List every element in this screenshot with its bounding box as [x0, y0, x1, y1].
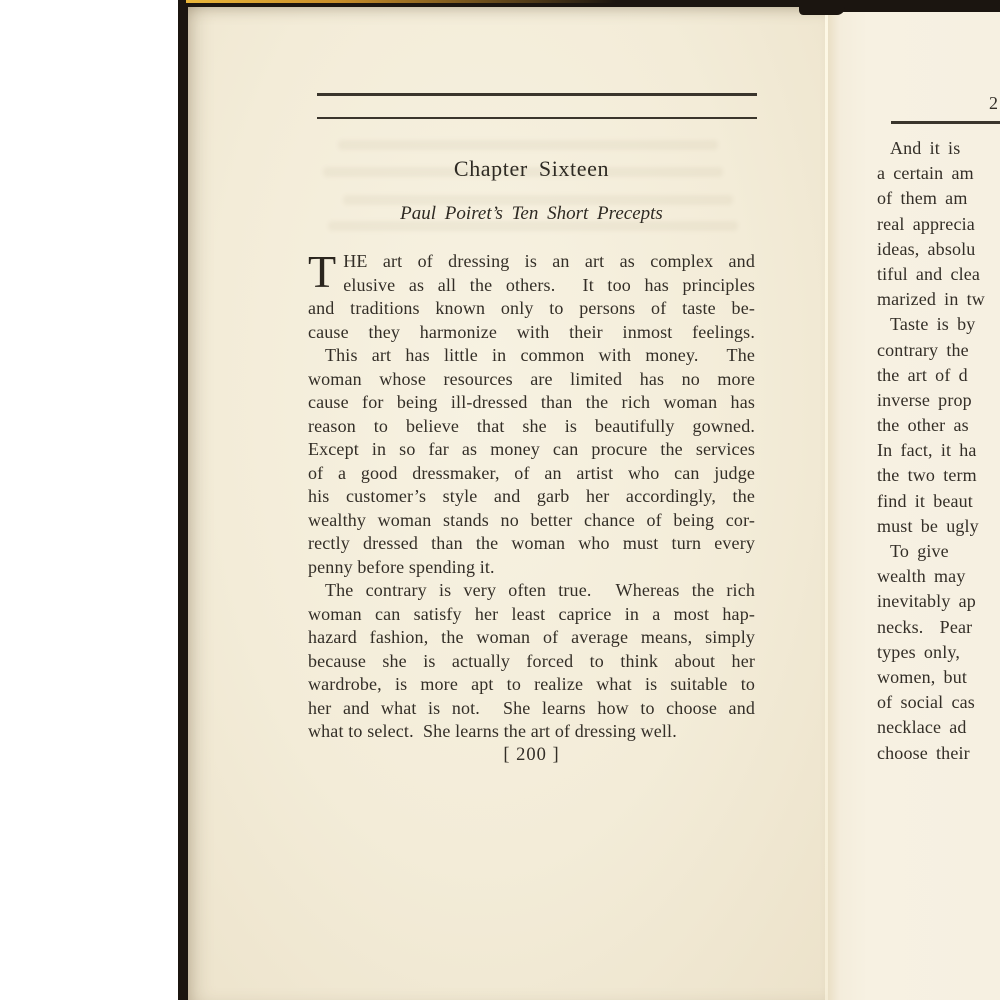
text-line: HE art of dressing is an art as complex and — [343, 251, 755, 271]
paragraph-1 — [308, 246, 755, 344]
text-line: cause for being ill-dressed than the rich woman has — [308, 392, 755, 412]
header-rule-top — [317, 93, 757, 96]
text-line: wealth may — [877, 566, 966, 587]
text-line: marized in tw — [877, 289, 985, 310]
text-line: cause they harmonize with their inmost feelings. — [308, 321, 755, 342]
dropcap-letter: T — [308, 246, 337, 297]
text-line: the art of d — [877, 364, 968, 385]
text-line: because she is actually forced to think about her — [308, 650, 755, 671]
text-line: In fact, it ha — [877, 440, 977, 461]
right-header-rule — [891, 121, 1000, 124]
chapter-subtitle: Paul Poiret’s Ten Short Precepts — [400, 203, 663, 224]
top-edge-accent — [186, 0, 616, 3]
text-line: her and what is not. She learns how to choose and — [308, 697, 755, 718]
gutter-crease — [825, 12, 828, 1000]
right-page — [828, 12, 1000, 1000]
text-line: a certain am — [877, 163, 974, 184]
text-line: the other as — [877, 415, 969, 436]
text-line: wardrobe, is more apt to realize what is suitable to — [308, 674, 755, 694]
text-line: The contrary is very often true. Whereas the rich — [325, 580, 755, 600]
text-line: penny before spending it. — [308, 556, 495, 577]
text-line: hazard fashion, the woman of average means, simply — [308, 627, 755, 647]
text-line: of a good dressmaker, of an artist who can judge — [308, 462, 755, 483]
text-line: reason to believe that she is beautifully gowned. — [308, 415, 755, 436]
text-line: wealthy woman stands no better chance of being cor- — [308, 509, 755, 530]
text-line: find it beaut — [877, 490, 973, 511]
header-rule-bottom — [317, 117, 757, 119]
text-line: contrary the — [877, 339, 969, 360]
text-line: necks. Pear — [877, 616, 973, 637]
text-line: must be ugly — [877, 515, 979, 536]
text-line: inverse prop — [877, 389, 972, 410]
text-line: of social cas — [877, 692, 975, 713]
page-number: [ 200 ] — [503, 745, 560, 765]
text-line: inevitably ap — [877, 591, 976, 612]
bleed-through-ghost — [338, 140, 718, 150]
text-line: To give — [890, 541, 949, 561]
paragraph-2 — [308, 344, 755, 579]
gutter-top-shadow — [799, 7, 845, 15]
body-text-column — [308, 246, 755, 744]
text-line: This art has little in common with money. The — [325, 345, 755, 365]
text-line: necklace ad — [877, 717, 967, 738]
text-line: tiful and clea — [877, 263, 981, 284]
text-line: ideas, absolu — [877, 238, 976, 259]
text-line: and traditions known only to persons of taste be- — [308, 298, 755, 318]
text-line: And it is — [890, 138, 961, 158]
text-line: of them am — [877, 188, 968, 209]
text-line: Except in so far as money can procure the services — [308, 439, 755, 459]
left-page — [188, 7, 828, 1000]
text-line: woman can satisfy her least caprice in a most hap- — [308, 603, 755, 624]
paragraph-1-lines — [308, 246, 755, 344]
text-line: woman whose resources are limited has no more — [308, 368, 755, 389]
page-number-fragment: 2 — [989, 93, 998, 113]
text-line: what to select. She learns the art of dressing well. — [308, 721, 677, 741]
text-line: real apprecia — [877, 213, 975, 234]
text-line: rectly dressed than the woman who must turn every — [308, 533, 755, 553]
text-line: women, but — [877, 666, 967, 687]
paragraph-3 — [308, 579, 755, 744]
right-page-text — [877, 136, 1000, 766]
chapter-title: Chapter Sixteen — [453, 156, 610, 181]
text-line: choose their — [877, 742, 970, 763]
text-line: elusive as all the others. It too has principles — [343, 274, 755, 295]
text-line: the two term — [877, 465, 977, 486]
text-line: Taste is by — [890, 314, 976, 335]
text-line: his customer’s style and garb her accordingly, the — [308, 486, 755, 506]
text-line: types only, — [877, 641, 960, 662]
